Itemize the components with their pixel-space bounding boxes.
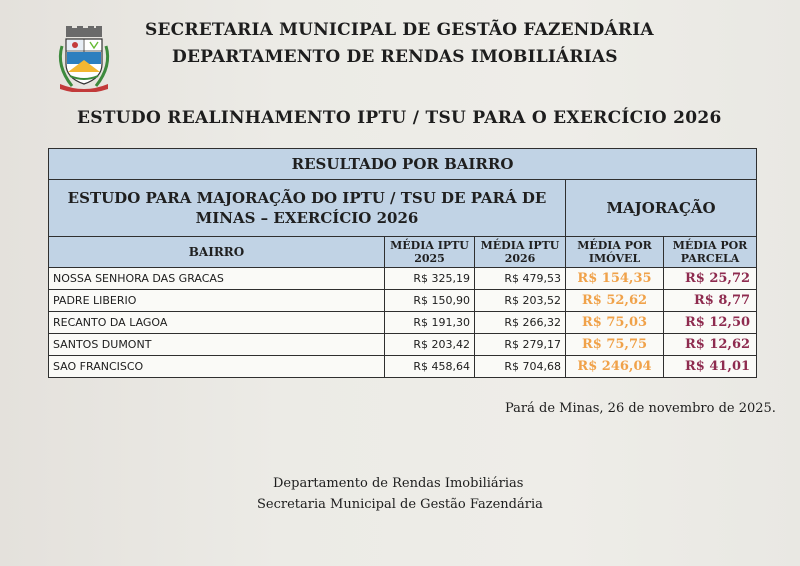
cell-media2025: R$ 203,42 (385, 334, 475, 356)
cell-bairro: SAO FRANCISCO (49, 356, 385, 378)
cell-media2026: R$ 266,32 (475, 312, 566, 334)
departamento-title: DEPARTAMENTO DE RENDAS IMOBILIÁRIAS (172, 47, 618, 67)
cell-media2025: R$ 150,90 (385, 290, 475, 312)
cell-media-imovel: R$ 154,35 (566, 268, 664, 290)
cell-media2025: R$ 191,30 (385, 312, 475, 334)
resultado-header: RESULTADO POR BAIRRO (49, 149, 757, 180)
cell-media-imovel: R$ 52,62 (566, 290, 664, 312)
cell-media-parcela: R$ 25,72 (664, 268, 757, 290)
study-header: ESTUDO PARA MAJORAÇÃO DO IPTU / TSU DE PARÁ DE MINAS – EXERCÍCIO 2026 (49, 180, 566, 237)
table-row (49, 312, 757, 334)
secretaria-title: SECRETARIA MUNICIPAL DE GESTÃO FAZENDÁRIA (145, 20, 654, 40)
cell-media2025: R$ 458,64 (385, 356, 475, 378)
table-row (49, 334, 757, 356)
cell-media2025: R$ 325,19 (385, 268, 475, 290)
footer-secretaria: Secretaria Municipal de Gestão Fazendária (257, 497, 543, 512)
col-header-media-imovel: MÉDIA POR IMÓVEL (566, 237, 664, 268)
cell-media-imovel: R$ 246,04 (566, 356, 664, 378)
cell-media2026: R$ 203,52 (475, 290, 566, 312)
col-header-media2026: MÉDIA IPTU 2026 (475, 237, 566, 268)
cell-media-parcela: R$ 12,50 (664, 312, 757, 334)
majoracao-header: MAJORAÇÃO (566, 180, 757, 237)
table-row (49, 268, 757, 290)
cell-bairro: NOSSA SENHORA DAS GRACAS (49, 268, 385, 290)
cell-bairro: PADRE LIBERIO (49, 290, 385, 312)
cell-media-parcela: R$ 41,01 (664, 356, 757, 378)
cell-media-imovel: R$ 75,03 (566, 312, 664, 334)
study-title: ESTUDO REALINHAMENTO IPTU / TSU PARA O EXERCÍCIO 2026 (77, 108, 722, 128)
cell-bairro: SANTOS DUMONT (49, 334, 385, 356)
table-row (49, 356, 757, 378)
cell-media-parcela: R$ 8,77 (664, 290, 757, 312)
cell-media2026: R$ 704,68 (475, 356, 566, 378)
table-row (49, 290, 757, 312)
col-header-media2025: MÉDIA IPTU 2025 (385, 237, 475, 268)
cell-media-parcela: R$ 12,62 (664, 334, 757, 356)
cell-media2026: R$ 479,53 (475, 268, 566, 290)
municipal-crest-icon (54, 26, 114, 92)
cell-media-imovel: R$ 75,75 (566, 334, 664, 356)
resultado-table (48, 148, 757, 378)
document-date: Pará de Minas, 26 de novembro de 2025. (505, 401, 776, 416)
cell-bairro: RECANTO DA LAGOA (49, 312, 385, 334)
col-header-bairro: BAIRRO (49, 237, 385, 268)
cell-media2026: R$ 279,17 (475, 334, 566, 356)
footer-departamento: Departamento de Rendas Imobiliárias (273, 476, 524, 491)
col-header-media-parcela: MÉDIA POR PARCELA (664, 237, 757, 268)
